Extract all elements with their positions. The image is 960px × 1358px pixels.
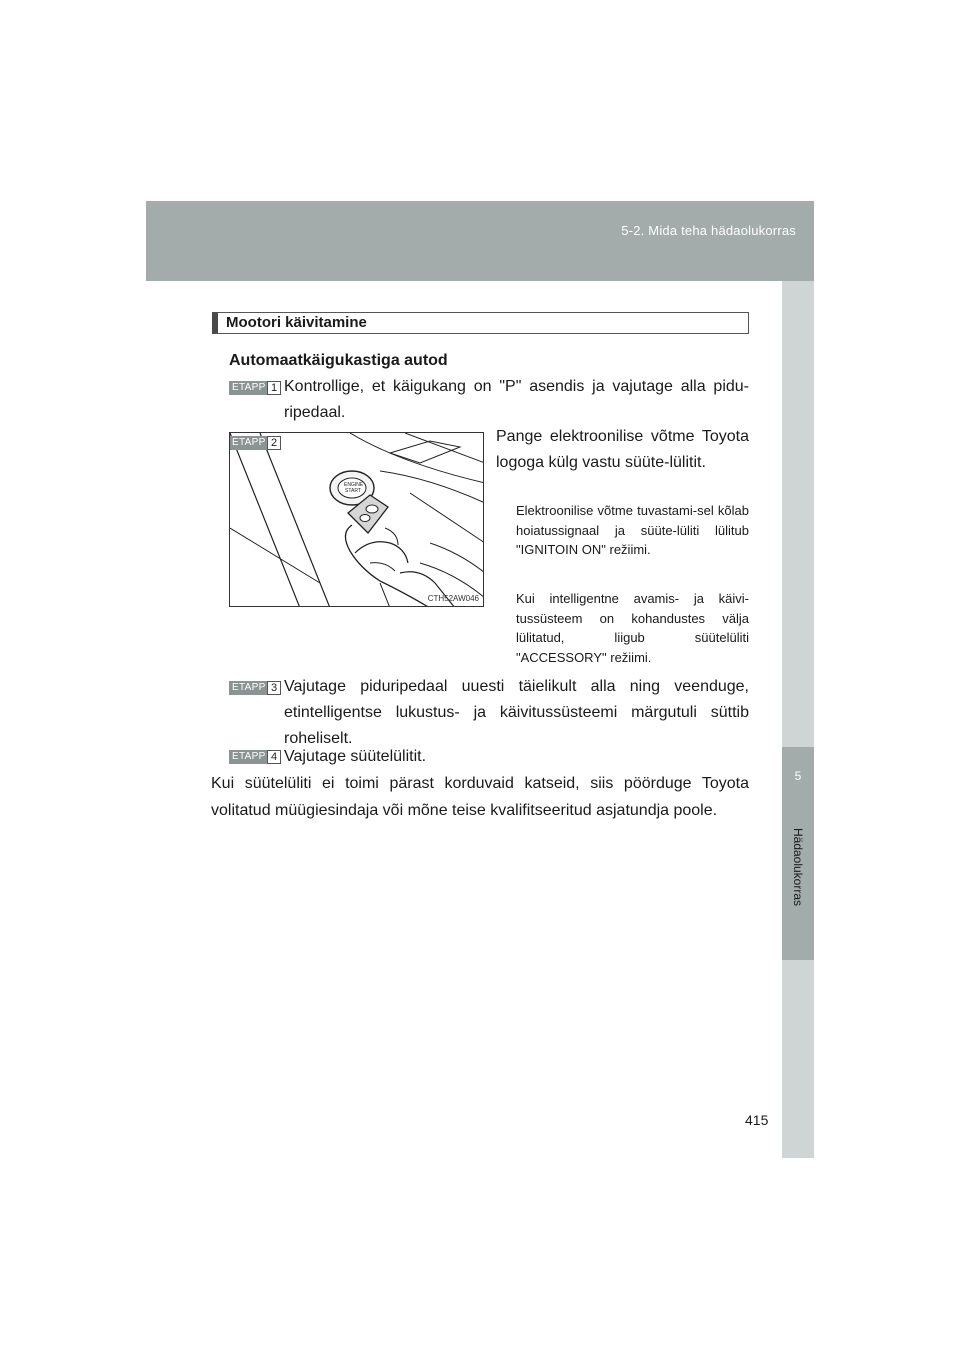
figure-caption: CTH52AW046 (427, 594, 479, 603)
step-badge-label: ETAPP (229, 381, 267, 395)
step-badge-4 (229, 750, 281, 764)
step-badge-1 (229, 381, 281, 395)
note-2: Kui intelligentne avamis- ja käivi-tussüsteem on kohandustes välja lülitatud, liigub süütelüliti "ACCESSORY" režiimi. (516, 591, 749, 665)
step-3-text: Vajutage piduripedaal uuesti täielikult alla ning veenduge, etintelligentse lukustus- ja käivitussüsteemi märgutuli süttib roheliselt. (284, 678, 749, 747)
chapter-label: Hädaolukorras (791, 827, 805, 907)
step-badge-label: ETAPP (229, 750, 267, 764)
step-badge-number: 4 (267, 750, 281, 764)
closing-paragraph: Kui süütelüliti ei toimi pärast korduvaid katseid, siis pöörduge Toyota volitatud müügiesindaja või mõne teise kvalifitseeritud asjatundja poole. (211, 775, 749, 819)
step-badge-label: ETAPP (229, 436, 267, 450)
section-header-title: 5-2. Mida teha hädaolukorras (621, 223, 796, 238)
engine-button-label-1: ENGINE (344, 482, 364, 488)
step-badge-number: 3 (267, 681, 281, 695)
sidebar-tab-top (782, 281, 814, 747)
subheading: Automaatkäigukastiga autod (229, 352, 448, 369)
note-1: Elektroonilise võtme tuvastami-sel kõlab hoiatussignaal ja süüte-lüliti lülitub "IGNITOIN ON" režiimi. (516, 503, 749, 557)
step-badge-3 (229, 681, 281, 695)
figure-key-ignition (229, 432, 484, 607)
page-number: 415 (745, 1112, 769, 1128)
sidebar-tab-bottom (782, 960, 814, 1158)
engine-button-label-2: START (345, 488, 361, 494)
chapter-number: 5 (794, 769, 802, 783)
step-badge-number: 2 (267, 436, 281, 450)
chapter-label-container (782, 820, 814, 940)
step-badge-number: 1 (267, 381, 281, 395)
step-1-text: Kontrollige, et käigukang on "P" asendis ja vajutage alla pidu-ripedaal. (284, 378, 749, 421)
section-title: Mootori käivitamine (212, 312, 749, 334)
step-2-text: Pange elektroonilise võtme Toyota logoga külg vastu süüte-lülitit. (496, 428, 749, 471)
step-badge-label: ETAPP (229, 681, 267, 695)
header-band (146, 201, 814, 281)
step-4-text: Vajutage süütelülitit. (284, 748, 427, 765)
key-ignition-illustration (230, 433, 484, 607)
step-badge-2 (229, 436, 281, 450)
